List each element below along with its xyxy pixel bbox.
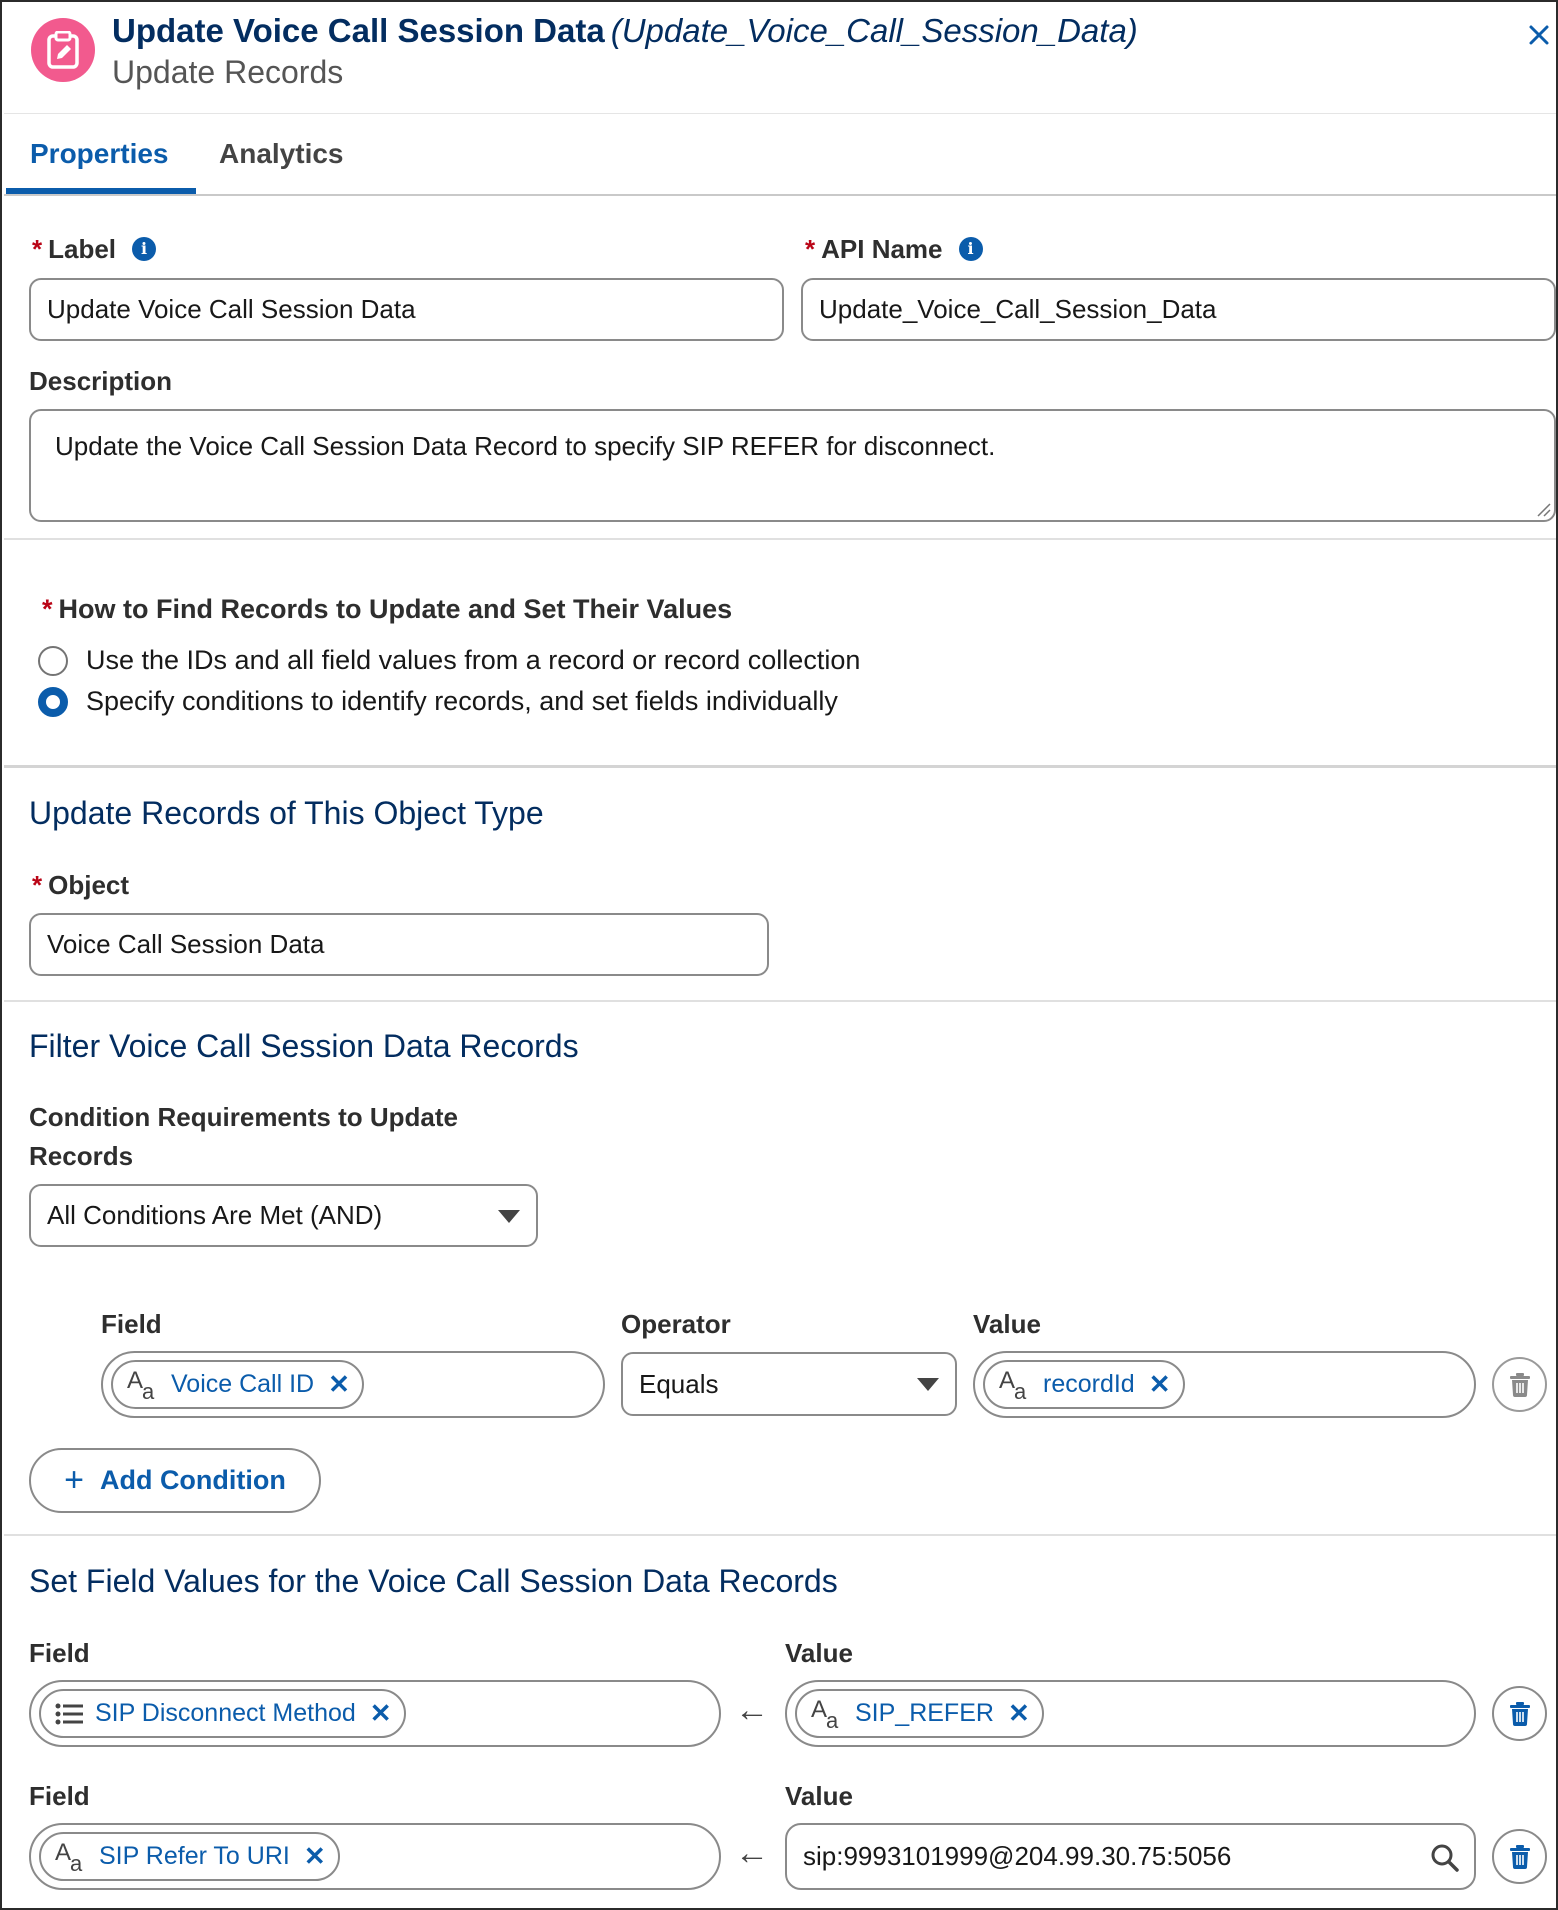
find-records-label-text: How to Find Records to Update and Set Their Values xyxy=(58,594,733,624)
condition-field-pill xyxy=(111,1360,364,1409)
condition-value-header: Value xyxy=(973,1309,1041,1339)
set-field-header: Field xyxy=(29,1781,90,1811)
set-field-value: SIP Disconnect Method xyxy=(95,1699,356,1727)
condition-value-pill xyxy=(983,1360,1185,1409)
condition-value-value: recordId xyxy=(1043,1370,1135,1398)
info-icon[interactable]: i xyxy=(959,237,983,261)
delete-field-row-button[interactable] xyxy=(1492,1829,1547,1884)
trash-icon xyxy=(1509,1845,1531,1869)
label-input[interactable]: Update Voice Call Session Data xyxy=(29,278,784,341)
arrow-left-icon: ← xyxy=(735,1834,769,1872)
tab-bar xyxy=(4,114,1558,196)
required-marker: * xyxy=(42,594,53,624)
label-field-label xyxy=(32,234,156,265)
trash-icon xyxy=(1509,1373,1531,1397)
condition-operator-select[interactable] xyxy=(621,1352,957,1416)
radio-unchecked[interactable] xyxy=(38,646,68,676)
radio-label: Use the IDs and all field values from a record or record collection xyxy=(86,645,861,675)
text-type-icon: A a xyxy=(999,1366,1027,1404)
condition-value-input[interactable] xyxy=(973,1351,1476,1418)
element-api-name-title: (Update_Voice_Call_Session_Data) xyxy=(610,12,1138,49)
close-button[interactable] xyxy=(1522,18,1556,52)
info-icon[interactable]: i xyxy=(132,237,156,261)
delete-condition-button[interactable] xyxy=(1492,1357,1547,1412)
radio-option-specify-conditions[interactable] xyxy=(38,686,838,717)
tab-properties[interactable]: Properties xyxy=(30,138,169,169)
panel-header xyxy=(4,4,1558,114)
chevron-down-icon xyxy=(498,1210,520,1223)
radio-label: Specify conditions to identify records, and set fields individually xyxy=(86,686,838,716)
search-icon[interactable] xyxy=(1430,1843,1460,1873)
condition-requirements-label-line1: Condition Requirements to Update xyxy=(29,1102,458,1132)
plus-icon: + xyxy=(64,1461,84,1499)
required-marker: * xyxy=(32,870,43,900)
condition-field-value: Voice Call ID xyxy=(171,1370,315,1398)
set-field-value: SIP Refer To URI xyxy=(99,1842,290,1870)
close-icon xyxy=(1528,24,1550,46)
remove-pill-icon[interactable]: ✕ xyxy=(369,1698,392,1728)
set-value-input[interactable] xyxy=(785,1680,1476,1747)
set-value-text-input[interactable] xyxy=(785,1823,1476,1890)
section-divider xyxy=(4,1000,1558,1002)
set-value-value: SIP_REFER xyxy=(855,1699,994,1727)
section-divider xyxy=(4,538,1558,540)
add-condition-button[interactable] xyxy=(29,1448,321,1513)
set-value-pill xyxy=(795,1689,1044,1738)
description-textarea[interactable] xyxy=(29,409,1556,522)
condition-requirements-value: All Conditions Are Met (AND) xyxy=(47,1200,383,1230)
remove-pill-icon[interactable]: ✕ xyxy=(328,1369,350,1399)
set-value-header: Value xyxy=(785,1781,853,1811)
remove-pill-icon[interactable]: ✕ xyxy=(1148,1369,1171,1399)
radio-checked[interactable] xyxy=(38,687,68,717)
radio-option-use-ids[interactable] xyxy=(38,645,860,676)
set-field-header: Field xyxy=(29,1638,90,1668)
api-name-label-text: API Name xyxy=(821,234,943,264)
set-value-header: Value xyxy=(785,1638,853,1668)
section-divider xyxy=(4,1534,1558,1536)
api-name-field-label xyxy=(805,234,983,265)
update-records-icon xyxy=(31,18,95,82)
object-section-title: Update Records of This Object Type xyxy=(29,795,544,831)
condition-field-input[interactable] xyxy=(101,1351,605,1418)
condition-requirements-select[interactable] xyxy=(29,1184,538,1247)
add-condition-label: Add Condition xyxy=(99,1465,286,1495)
remove-pill-icon[interactable]: ✕ xyxy=(1007,1698,1030,1728)
arrow-left-icon: ← xyxy=(735,1691,769,1729)
object-label-text: Object xyxy=(48,870,130,900)
object-input[interactable]: Voice Call Session Data xyxy=(29,913,769,976)
remove-pill-icon[interactable]: ✕ xyxy=(303,1841,326,1871)
required-marker: * xyxy=(32,234,43,264)
set-fields-section-title: Set Field Values for the Voice Call Session Data Records xyxy=(29,1563,838,1599)
page-title xyxy=(112,12,1138,50)
chevron-down-icon xyxy=(917,1378,939,1391)
element-type-subtitle: Update Records xyxy=(112,54,344,90)
condition-requirements-label-line2: Records xyxy=(29,1141,134,1171)
required-marker: * xyxy=(805,234,816,264)
text-type-icon: A a xyxy=(127,1366,155,1404)
section-divider xyxy=(4,765,1558,768)
condition-operator-value: Equals xyxy=(639,1368,719,1399)
set-field-pill xyxy=(39,1689,406,1738)
label-label-text: Label xyxy=(48,234,117,264)
set-field-input[interactable] xyxy=(29,1680,721,1747)
find-records-label xyxy=(42,594,732,625)
api-name-input[interactable]: Update_Voice_Call_Session_Data xyxy=(801,278,1556,341)
text-type-icon: A a xyxy=(811,1695,839,1733)
text-type-icon: A a xyxy=(55,1838,83,1876)
set-value-value: sip:9993101999@204.99.30.75:5056 xyxy=(803,1841,1232,1871)
element-label-title: Update Voice Call Session Data xyxy=(112,12,605,49)
filter-section-title: Filter Voice Call Session Data Records xyxy=(29,1028,579,1064)
delete-field-row-button[interactable] xyxy=(1492,1686,1547,1741)
picklist-icon xyxy=(55,1703,83,1725)
condition-field-header: Field xyxy=(101,1309,162,1339)
active-tab-indicator xyxy=(6,188,196,194)
description-label: Description xyxy=(29,366,173,396)
set-field-pill xyxy=(39,1832,340,1881)
set-field-input[interactable] xyxy=(29,1823,721,1890)
condition-operator-header: Operator xyxy=(621,1309,731,1339)
object-field-label xyxy=(32,870,129,901)
resize-handle-icon[interactable] xyxy=(1535,501,1551,517)
tab-analytics[interactable]: Analytics xyxy=(219,138,344,169)
description-text: Update the Voice Call Session Data Record to specify SIP REFER for disconnect. xyxy=(55,431,996,461)
trash-icon xyxy=(1509,1702,1531,1726)
